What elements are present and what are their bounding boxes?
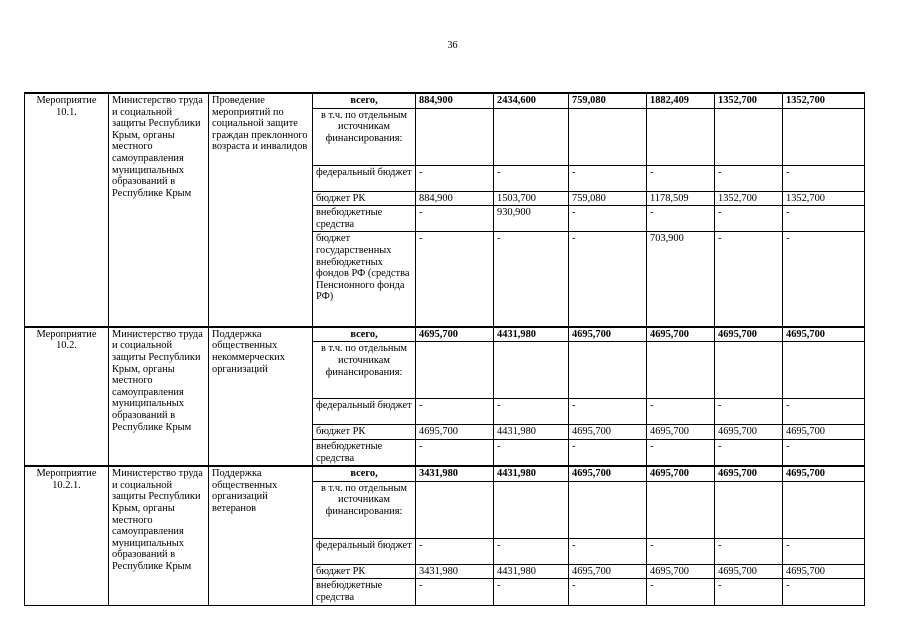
measure-cell: Мероприятие 10.2.	[25, 327, 109, 466]
amount-cell: -	[416, 206, 494, 232]
executor-cell: Министерство труда и социальной защиты Республики Крым, органы местного самоуправления муниципальных образований в Республике Крым	[109, 93, 209, 327]
amount-cell: 930,900	[494, 206, 569, 232]
amount-cell: -	[416, 440, 494, 467]
funding-source-cell: бюджет РК	[313, 191, 416, 206]
amount-cell	[494, 108, 569, 165]
amount-cell	[569, 481, 647, 538]
amount-cell: -	[783, 206, 865, 232]
table-row	[25, 466, 865, 481]
amount-cell: -	[783, 440, 865, 467]
amount-cell	[783, 481, 865, 538]
amount-cell: 4695,700	[715, 564, 783, 579]
amount-cell: -	[715, 165, 783, 191]
amount-cell: -	[569, 538, 647, 564]
amount-cell: -	[494, 579, 569, 605]
funding-source-cell: в т.ч. по отдельным источникам финансирования:	[313, 108, 416, 165]
funding-table	[24, 92, 865, 606]
page-number: 36	[447, 40, 458, 51]
amount-cell: -	[647, 206, 715, 232]
table-row	[25, 327, 865, 342]
amount-cell: -	[783, 579, 865, 605]
amount-cell: -	[569, 399, 647, 425]
funding-source-cell: бюджет РК	[313, 564, 416, 579]
amount-cell	[416, 481, 494, 538]
amount-cell: -	[783, 538, 865, 564]
funding-source-cell: федеральный бюджет	[313, 165, 416, 191]
amount-cell	[647, 342, 715, 399]
amount-cell: 1503,700	[494, 191, 569, 206]
amount-cell: -	[715, 206, 783, 232]
amount-cell: 703,900	[647, 232, 715, 327]
amount-cell: 884,900	[416, 191, 494, 206]
amount-cell: -	[416, 538, 494, 564]
amount-cell: 4695,700	[647, 425, 715, 440]
funding-source-cell: внебюджетные средства	[313, 206, 416, 232]
funding-source-cell: федеральный бюджет	[313, 538, 416, 564]
amount-cell: 4431,980	[494, 466, 569, 481]
amount-cell: -	[647, 399, 715, 425]
amount-cell: 1352,700	[715, 93, 783, 108]
amount-cell: 4695,700	[783, 425, 865, 440]
amount-cell: 1352,700	[783, 191, 865, 206]
amount-cell	[715, 481, 783, 538]
amount-cell	[647, 481, 715, 538]
amount-cell: 4431,980	[494, 564, 569, 579]
amount-cell	[416, 342, 494, 399]
amount-cell: 884,900	[416, 93, 494, 108]
measure-name-cell: Проведение мероприятий по социальной защите граждан преклонного возраста и инвалидов	[209, 93, 313, 327]
amount-cell	[715, 342, 783, 399]
funding-source-cell: внебюджетные средства	[313, 440, 416, 467]
amount-cell: 759,080	[569, 93, 647, 108]
amount-cell: -	[715, 440, 783, 467]
amount-cell: 4695,700	[569, 564, 647, 579]
amount-cell	[715, 108, 783, 165]
amount-cell	[647, 108, 715, 165]
amount-cell: -	[416, 579, 494, 605]
measure-name-cell: Поддержка общественных некоммерческих организаций	[209, 327, 313, 466]
amount-cell: 4431,980	[494, 327, 569, 342]
amount-cell: 1178,509	[647, 191, 715, 206]
funding-source-cell: федеральный бюджет	[313, 399, 416, 425]
amount-cell: 4695,700	[569, 466, 647, 481]
amount-cell: -	[494, 440, 569, 467]
amount-cell: 4695,700	[569, 327, 647, 342]
amount-cell: 1352,700	[715, 191, 783, 206]
amount-cell: -	[783, 399, 865, 425]
amount-cell: -	[569, 440, 647, 467]
amount-cell: -	[715, 579, 783, 605]
amount-cell: -	[494, 538, 569, 564]
funding-source-cell: всего,	[313, 93, 416, 108]
amount-cell: -	[647, 440, 715, 467]
amount-cell: -	[416, 399, 494, 425]
amount-cell: 4695,700	[715, 425, 783, 440]
amount-cell: 759,080	[569, 191, 647, 206]
amount-cell: 4695,700	[647, 327, 715, 342]
amount-cell	[569, 108, 647, 165]
measure-cell: Мероприятие 10.1.	[25, 93, 109, 327]
amount-cell: 2434,600	[494, 93, 569, 108]
amount-cell: -	[647, 165, 715, 191]
amount-cell: -	[715, 232, 783, 327]
executor-cell: Министерство труда и социальной защиты Республики Крым, органы местного самоуправления муниципальных образований в Республике Крым	[109, 327, 209, 466]
amount-cell: -	[416, 165, 494, 191]
amount-cell: -	[569, 206, 647, 232]
table-body	[25, 93, 865, 605]
amount-cell: 4695,700	[416, 425, 494, 440]
amount-cell	[416, 108, 494, 165]
amount-cell: -	[783, 232, 865, 327]
amount-cell: 1352,700	[783, 93, 865, 108]
amount-cell: 1882,409	[647, 93, 715, 108]
funding-source-cell: всего,	[313, 327, 416, 342]
amount-cell: -	[494, 399, 569, 425]
amount-cell: -	[494, 165, 569, 191]
amount-cell: -	[494, 232, 569, 327]
amount-cell: 4695,700	[783, 466, 865, 481]
amount-cell: -	[569, 232, 647, 327]
table-row	[25, 93, 865, 108]
amount-cell: 3431,980	[416, 564, 494, 579]
amount-cell: -	[569, 165, 647, 191]
amount-cell: 4695,700	[569, 425, 647, 440]
funding-source-cell: бюджет государственных внебюджетных фондов РФ (средства Пенсионного фонда РФ)	[313, 232, 416, 327]
amount-cell: 4695,700	[715, 466, 783, 481]
funding-source-cell: в т.ч. по отдельным источникам финансирования:	[313, 342, 416, 399]
funding-source-cell: в т.ч. по отдельным источникам финансирования:	[313, 481, 416, 538]
executor-cell: Министерство труда и социальной защиты Республики Крым, органы местного самоуправления муниципальных образований в Республике Крым	[109, 466, 209, 605]
amount-cell: 4431,980	[494, 425, 569, 440]
measure-cell: Мероприятие 10.2.1.	[25, 466, 109, 605]
amount-cell	[494, 342, 569, 399]
amount-cell: -	[783, 165, 865, 191]
amount-cell: -	[715, 399, 783, 425]
amount-cell: -	[569, 579, 647, 605]
funding-source-cell: внебюджетные средства	[313, 579, 416, 605]
amount-cell: 4695,700	[647, 466, 715, 481]
amount-cell: -	[647, 538, 715, 564]
funding-source-cell: всего,	[313, 466, 416, 481]
amount-cell	[783, 108, 865, 165]
funding-source-cell: бюджет РК	[313, 425, 416, 440]
amount-cell: 4695,700	[416, 327, 494, 342]
amount-cell: -	[715, 538, 783, 564]
amount-cell: 4695,700	[783, 564, 865, 579]
amount-cell	[569, 342, 647, 399]
amount-cell	[783, 342, 865, 399]
measure-name-cell: Поддержка общественных организаций ветеранов	[209, 466, 313, 605]
amount-cell: 3431,980	[416, 466, 494, 481]
amount-cell	[494, 481, 569, 538]
amount-cell: 4695,700	[647, 564, 715, 579]
amount-cell: -	[416, 232, 494, 327]
amount-cell: -	[647, 579, 715, 605]
amount-cell: 4695,700	[783, 327, 865, 342]
amount-cell: 4695,700	[715, 327, 783, 342]
